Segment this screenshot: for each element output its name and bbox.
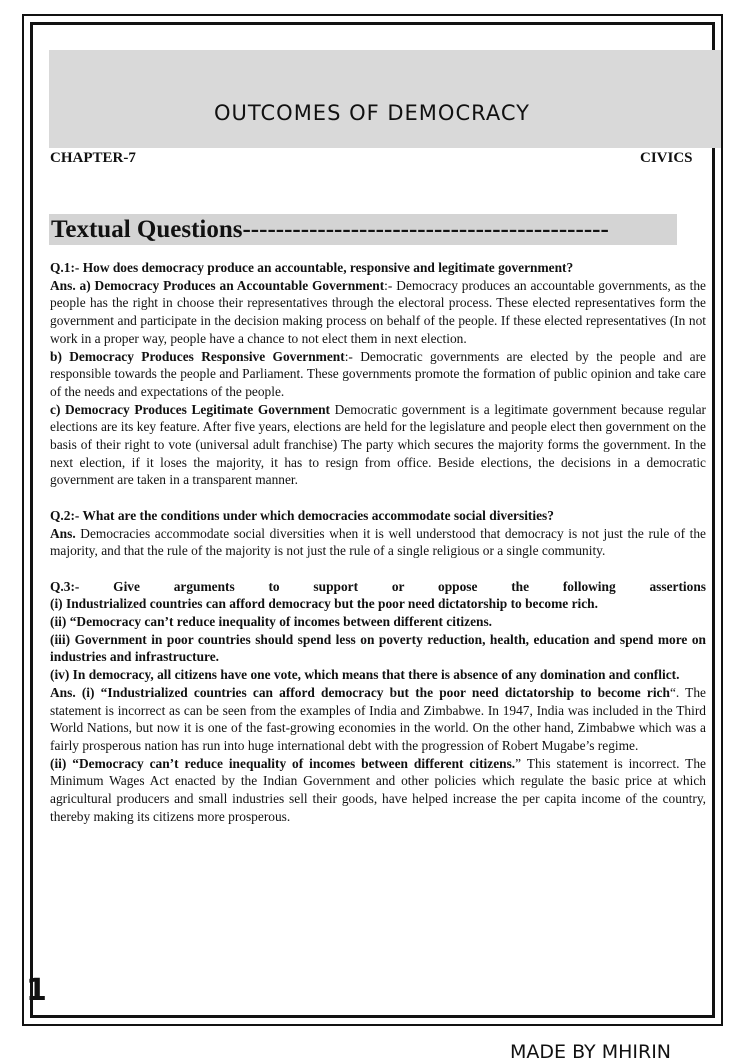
page-title: OUTCOMES OF DEMOCRACY (214, 101, 530, 125)
header-band (49, 50, 721, 148)
q3-assertion-iii: (iii) Government in poor countries should spend less on poverty reduction, health, education and spend more on industries and infrastructure. (50, 631, 706, 665)
q1-answer-a: Ans. a) Democracy Produces an Accountable Government:- Democracy produces an accountable governments, as the people has the right in choose their representatives through the electoral process. These elected representatives form the government and participate in the decision making process on behalf of the people. If these elected representatives (In not work in a proper way, people have a chance to not elect them in next election. (50, 277, 706, 346)
page-number: 1 (26, 973, 47, 1008)
subject-label: CIVICS (640, 150, 693, 166)
q2-question: Q.2:- What are the conditions under which democracies accommodate social diversities? (50, 507, 554, 523)
watermark-credit: MADE BY MHIRIN (510, 1041, 672, 1063)
q1-question: Q.1:- How does democracy produce an accountable, responsive and legitimate government? (50, 260, 574, 275)
q1-answer-b: b) Democracy Produces Responsive Government:- Democratic governments are elected by the people and are responsible towards the people and Parliament. These governments promote the formation of public opinion and take care of the needs and expectations of the people. (50, 348, 706, 399)
chapter-label: CHAPTER-7 (50, 150, 136, 166)
q3-answer-i: Ans. (i) “Industrialized countries can afford democracy but the poor need dictatorship to become rich“. The statement is incorrect as can be seen from the examples of India and Zimbabwe. In 1947, India was included in the Third World Nations, but now it is one of the fast-growing economies in the world. On the other hand, Zimbabwe which was a fairly prosperous nation has run into huge international debt with the progression of Robert Mugabe’s regime. (50, 684, 706, 753)
document-body (50, 259, 706, 825)
q3-answer-ii: (ii) “Democracy can’t reduce inequality of incomes between different citizens.” This statement is incorrect. The Minimum Wages Act enacted by the Indian Government and other policies which regulate the basic price at which agricultural producers and small industries sell their goods, have helped increase the per capita income of the country, thereby making its citizens more prosperous. (50, 755, 706, 824)
q3-assertion-ii: (ii) “Democracy can’t reduce inequality of incomes between different citizens. (50, 614, 493, 630)
section-heading (49, 214, 677, 245)
q2-answer: Ans. Democracies accommodate social diversities when it is well understood that democracy is not just the rule of the majority, and that the rule of the majority is not just the rule of a single religious or a single community. (50, 525, 706, 559)
section-heading-text: Textual Questions-------------------------------------------- (51, 216, 609, 243)
q3-assertion-i: (i) Industrialized countries can afford democracy but the poor need dictatorship to become rich. (50, 596, 598, 612)
q3-assertion-iv: (iv) In democracy, all citizens have one vote, which means that there is absence of any domination and conflict. (50, 667, 680, 683)
q3-question: Q.3:- Give arguments to support or oppose the following assertions (50, 578, 706, 594)
q1-answer-c: c) Democracy Produces Legitimate Government Democratic government is a legitimate government because regular elections are its key feature. After five years, elections are held for the legislature and people elect then government on the basis of their right to vote (universal adult franchise) The party which secures the majority forms the government. In the next election, if it loses the majority, it has to resign from office. Beside elections, the decisions in a democratic government are taken in a transparent manner. (50, 401, 706, 488)
